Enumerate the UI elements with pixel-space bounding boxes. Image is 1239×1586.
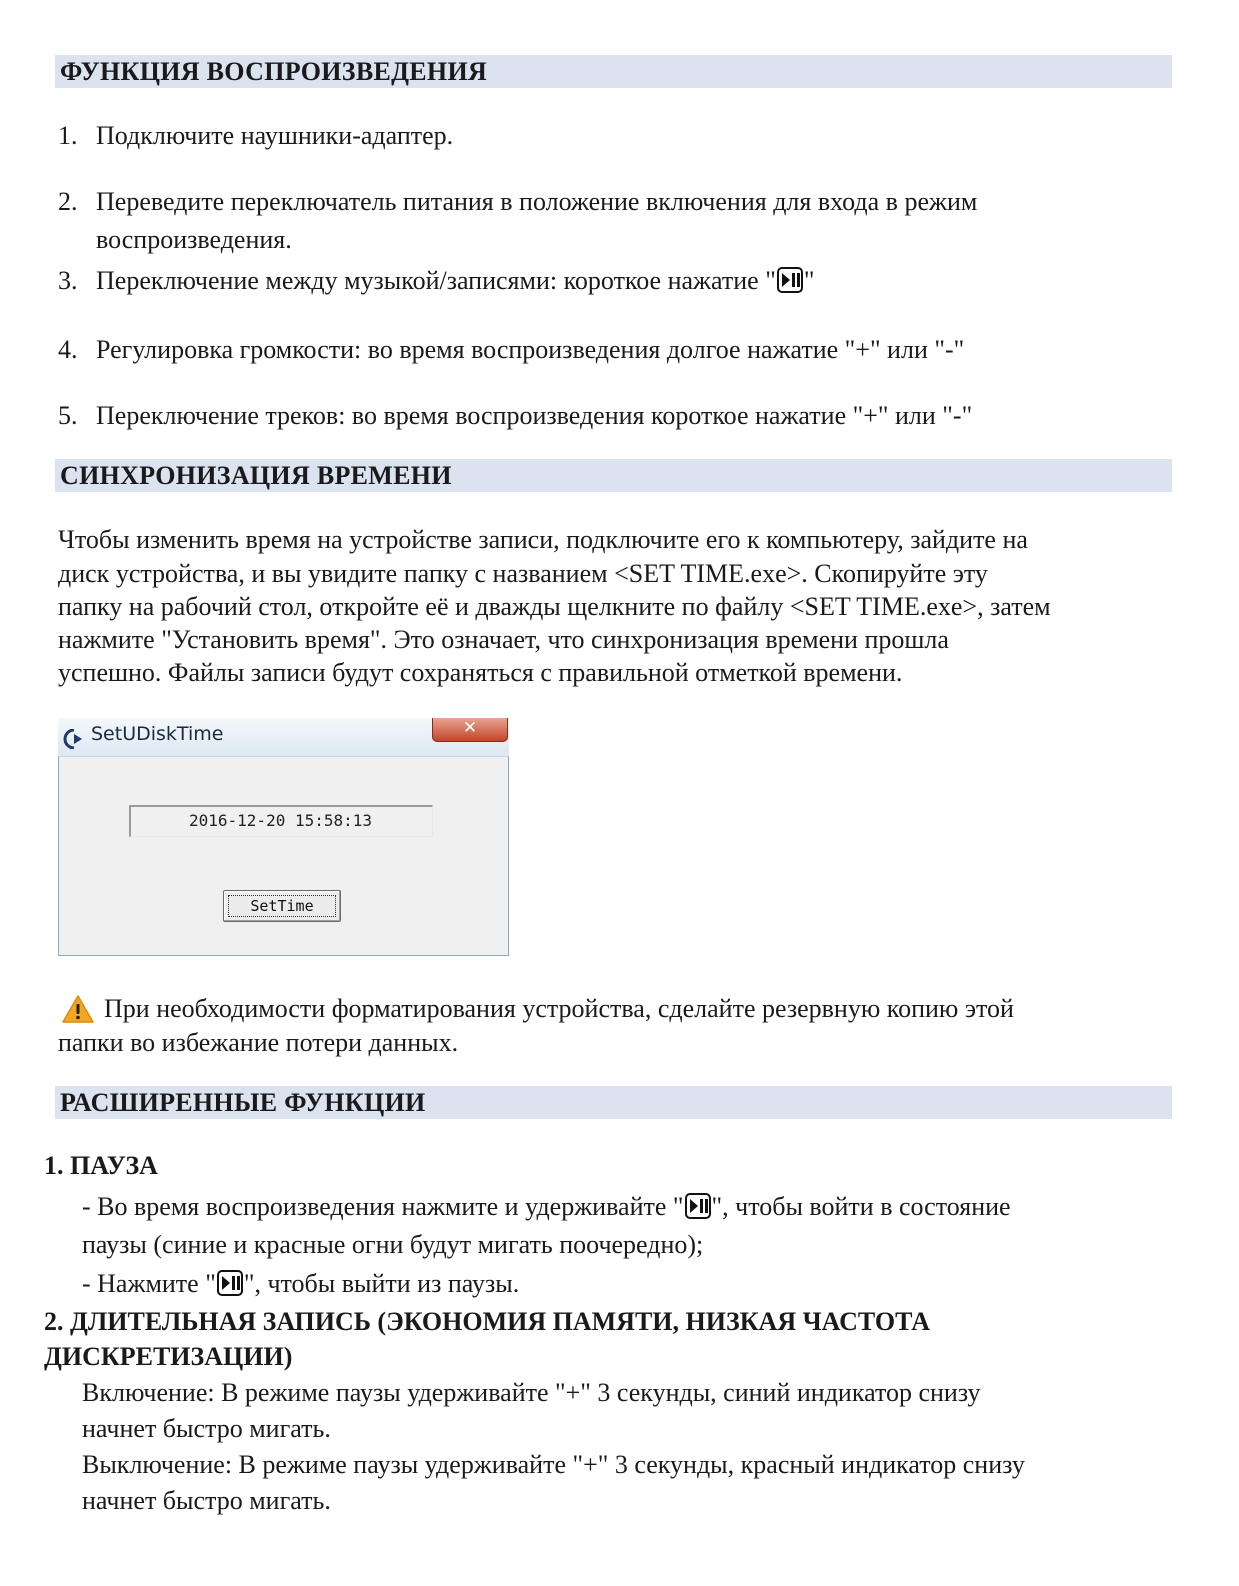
list-item-text-before: Переключение между музыкой/записями: короткое нажатие " <box>96 266 776 295</box>
list-number: 3. <box>58 266 78 295</box>
list-number: 2. <box>58 187 78 216</box>
settime-button[interactable] <box>223 890 341 922</box>
paragraph-line: Включение: В режиме паузы удерживайте "+" 3 секунды, синий индикатор снизу <box>82 1378 981 1407</box>
warning-text: При необходимости форматирования устройства, сделайте резервную копию этой <box>104 994 1014 1023</box>
pause-text-after: ", чтобы войти в состояние <box>711 1192 1011 1221</box>
dialog-titlebar <box>58 718 509 756</box>
list-number: 5. <box>58 401 78 430</box>
list-item-text: Подключите наушники-адаптер. <box>96 121 454 150</box>
dialog-body <box>58 756 509 956</box>
section-header-advanced: РАСШИРЕННЫЕ ФУНКЦИИ <box>55 1086 1172 1119</box>
paragraph-line: паузы (синие и красные огни будут мигать поочередно); <box>82 1230 704 1259</box>
pause-text-before: - Во время воспроизведения нажмите и удерживайте " <box>82 1192 684 1221</box>
settime-button-label: SetTime <box>228 895 336 917</box>
paragraph-line: успешно. Файлы записи будут сохраняться с правильной отметкой времени. <box>58 658 903 687</box>
paragraph-line: начнет быстро мигать. <box>82 1486 331 1515</box>
warning-text: папки во избежание потери данных. <box>58 1028 459 1057</box>
list-item-text <box>96 264 814 298</box>
datetime-field[interactable]: 2016-12-20 15:58:13 <box>129 805 433 837</box>
paragraph-line <box>82 1267 519 1301</box>
list-item-text-after: " <box>803 266 815 295</box>
list-item-text: воспроизведения. <box>96 225 292 254</box>
paragraph-line: начнет быстро мигать. <box>82 1414 331 1443</box>
subheading-long-recording: 2. ДЛИТЕЛЬНАЯ ЗАПИСЬ (ЭКОНОМИЯ ПАМЯТИ, НИЗКАЯ ЧАСТОТА <box>44 1307 930 1336</box>
resume-text-after: ", чтобы выйти из паузы. <box>243 1269 520 1298</box>
play-pause-icon <box>777 267 803 293</box>
list-number: 1. <box>58 121 78 150</box>
paragraph-line: папку на рабочий стол, откройте её и дважды щелкните по файлу <SET TIME.exe>, затем <box>58 592 1051 621</box>
list-item-text: Переключение треков: во время воспроизведения короткое нажатие "+" или "-" <box>96 401 973 430</box>
setudisktime-dialog <box>58 718 509 956</box>
paragraph-line: Выключение: В режиме паузы удерживайте "+" 3 секунды, красный индикатор снизу <box>82 1450 1025 1479</box>
list-item-text: Переведите переключатель питания в положение включения для входа в режим <box>96 187 978 216</box>
paragraph-line <box>82 1190 1011 1224</box>
paragraph-line: диск устройства, и вы увидите папку с названием <SET TIME.exe>. Скопируйте эту <box>58 559 988 588</box>
play-pause-icon <box>685 1193 711 1219</box>
section-header-timesync: СИНХРОНИЗАЦИЯ ВРЕМЕНИ <box>55 459 1172 492</box>
list-item-text: Регулировка громкости: во время воспроизведения долгое нажатие "+" или "-" <box>96 335 965 364</box>
play-pause-icon <box>217 1270 243 1296</box>
warning-icon <box>62 995 94 1028</box>
paragraph-line: Чтобы изменить время на устройстве записи, подключите его к компьютеру, зайдите на <box>58 525 1028 554</box>
resume-text-before: - Нажмите " <box>82 1269 216 1298</box>
close-button[interactable]: ✕ <box>432 718 508 742</box>
subheading-pause: 1. ПАУЗА <box>44 1151 158 1180</box>
paragraph-line: нажмите "Установить время". Это означает, что синхронизация времени прошла <box>58 625 949 654</box>
app-logo-icon <box>62 729 88 754</box>
section-header-playback: ФУНКЦИЯ ВОСПРОИЗВЕДЕНИЯ <box>55 55 1172 88</box>
list-number: 4. <box>58 335 78 364</box>
dialog-title: SetUDiskTime <box>91 723 224 745</box>
subheading-long-recording: ДИСКРЕТИЗАЦИИ) <box>44 1342 293 1371</box>
